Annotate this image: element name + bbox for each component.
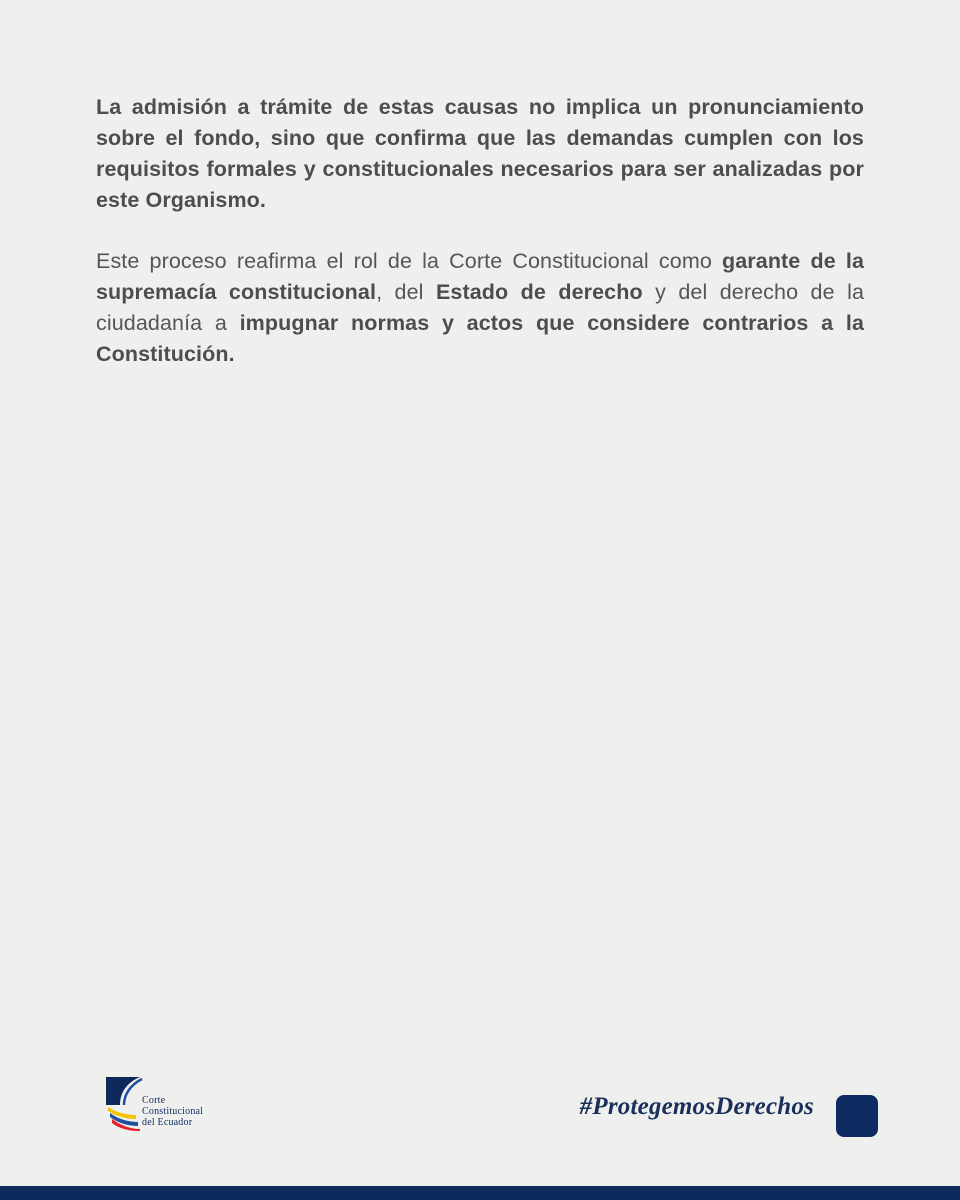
paragraph-admission: La admisión a trámite de estas causas no implica un pronunciamiento sobre el fondo, sino que confirma que las demandas cumplen con los requisitos formales y constitucionales necesarios para ser analizadas por este Organismo. [96, 95, 864, 212]
logo-line-ecuador: del Ecuador [142, 1117, 193, 1128]
emphasis-challenge-norms: impugnar normas y actos que considere contrarios a la Constitución. [96, 311, 865, 366]
hashtag: #ProtegemosDerechos [579, 1093, 814, 1120]
court-emblem-icon [106, 1075, 146, 1131]
paragraph-role-text-2: , del [376, 280, 436, 304]
logo-line-corte: Corte [142, 1095, 166, 1106]
logo-wordmark [142, 1095, 203, 1128]
paragraph-role [96, 246, 864, 370]
emphasis-guarantor: garante de la supremacía constitucional [96, 249, 864, 304]
emphasis-rule-of-law: Estado de derecho [435, 280, 643, 304]
logo-line-constitucional: Constitucional [142, 1106, 204, 1117]
paragraph-role-text-1: Este proceso reafirma el rol de la Corte Constitucional como [96, 249, 722, 273]
paragraph-role-text-3: y del derecho de la ciudadanía a [96, 280, 865, 335]
bottom-bar [0, 1186, 960, 1200]
brand-square [836, 1095, 878, 1137]
corte-constitucional-logo [106, 1075, 246, 1131]
body-text [96, 92, 864, 400]
